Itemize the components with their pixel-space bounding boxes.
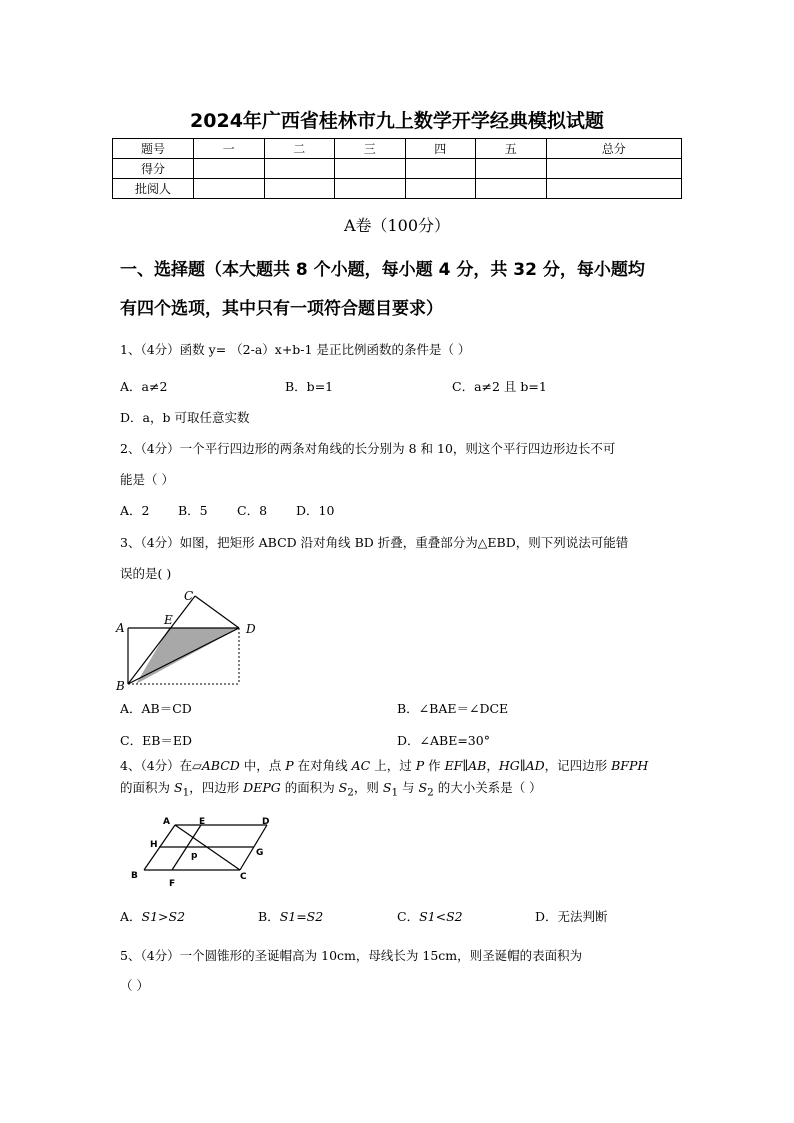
table-cell: 四 (405, 139, 476, 159)
q4-option-d[interactable]: D．无法判断 (535, 909, 608, 924)
label-a: A (116, 621, 125, 635)
q4-math: S (382, 780, 392, 795)
q4-text: 中，点 (239, 758, 286, 773)
q4-text: 作 (424, 758, 445, 773)
part1-heading-line2: 有四个选项，其中只有一项符合题目要求） (120, 299, 443, 319)
label-f: F (169, 879, 176, 889)
q3-figure-rectangle-fold (112, 588, 272, 692)
q4-math: AB (468, 758, 487, 773)
q4-option-c[interactable] (397, 907, 463, 925)
q4-math: 1 (391, 786, 399, 799)
option-expr: S1=S2 (279, 909, 324, 924)
q3-option-c[interactable]: C．EB＝ED (120, 733, 193, 748)
q1-option-a[interactable]: A．a≠2 (120, 379, 168, 394)
q4-math: ∥ (519, 758, 526, 773)
q1-option-b[interactable]: B．b=1 (285, 379, 334, 394)
label-c: C (240, 872, 247, 882)
table-cell: 批阅人 (113, 179, 194, 199)
label-a: A (163, 817, 170, 827)
q4-text: ，四边形 (189, 780, 244, 795)
option-expr: S1>S2 (141, 909, 186, 924)
q4-option-b[interactable] (258, 907, 323, 925)
table-cell: 三 (335, 139, 406, 159)
section-a-heading: A卷（100分） (343, 216, 451, 235)
label-g: G (256, 848, 264, 858)
label-b: B (116, 679, 125, 692)
table-cell: 得分 (113, 159, 194, 179)
part1-heading-line1: 一、选择题（本大题共 8 个小题，每小题 4 分，共 32 分，每小题均 (120, 260, 645, 280)
label-b: B (131, 871, 138, 881)
q3-option-a[interactable]: A．AB＝CD (120, 701, 192, 716)
q4-text: 与 (398, 780, 419, 795)
q3-option-b[interactable]: B．∠BAE＝∠DCE (397, 701, 509, 716)
segment-cd-folded (195, 596, 239, 628)
table-row (113, 159, 682, 179)
q4-text: 的大小关系是（ ） (433, 780, 542, 795)
q4-math: ∥ (462, 758, 469, 773)
q4-math: AD (525, 758, 545, 773)
table-cell[interactable] (546, 179, 682, 199)
q2-stem-line1: 2、（4分）一个平行四边形的两条对角线的长分别为 8 和 10，则这个平行四边形边长不可 (120, 441, 616, 456)
table-cell[interactable] (264, 159, 335, 179)
label-d: D (262, 817, 270, 827)
score-table (112, 138, 682, 199)
label-d: D (246, 622, 256, 636)
q4-math: 2 (427, 786, 434, 799)
q5-stem-line1: 5、（4分）一个圆锥形的圣诞帽高为 10cm，母线长为 15cm，则圣诞帽的表面积为 (120, 948, 583, 963)
q4-text: ，记四边形 (544, 758, 612, 773)
q4-math: 1 (182, 786, 190, 799)
table-cell[interactable] (335, 179, 406, 199)
q5-stem-line2: （ ） (120, 978, 149, 993)
table-row (113, 179, 682, 199)
q4-math: P (285, 758, 294, 773)
option-letter: C． (397, 909, 420, 924)
q4-math: 2 (347, 786, 354, 799)
table-cell: 一 (194, 139, 265, 159)
table-row (113, 139, 682, 159)
option-letter: A． (120, 909, 142, 924)
q4-math: EF (444, 758, 463, 773)
q4-math: S (173, 780, 183, 795)
label-p: p (191, 851, 198, 861)
table-cell[interactable] (194, 179, 265, 199)
q4-text: ，则 (353, 780, 383, 795)
table-cell[interactable] (405, 179, 476, 199)
label-h: H (150, 840, 158, 850)
label-e: E (199, 817, 206, 827)
q1-option-c[interactable]: C．a≠2 且 b=1 (452, 379, 547, 394)
q4-math: S (338, 780, 348, 795)
q3-stem-line1: 3、（4分）如图，把矩形 ABCD 沿对角线 BD 折叠，重叠部分为△EBD，则下列说法可能错 (120, 535, 629, 550)
table-cell[interactable] (264, 179, 335, 199)
q4-text: 4、（4分）在 (120, 758, 193, 773)
q4-option-a[interactable] (120, 907, 185, 925)
table-cell[interactable] (405, 159, 476, 179)
q4-math: AC (351, 758, 371, 773)
q4-math: BFPH (611, 758, 649, 773)
q4-text: 在对角线 (293, 758, 352, 773)
q4-math: P (415, 758, 425, 773)
table-cell: 五 (476, 139, 547, 159)
table-cell[interactable] (335, 159, 406, 179)
q4-math: S (418, 780, 428, 795)
label-c: C (184, 589, 194, 603)
option-expr: S1<S2 (419, 909, 463, 924)
q1-stem: 1、（4分）函数 y= （2-a）x+b-1 是正比例函数的条件是（ ） (120, 342, 471, 357)
q4-figure-parallelogram (128, 814, 278, 890)
table-cell[interactable] (476, 179, 547, 199)
exam-title: 2024年广西省桂林市九上数学开学经典模拟试题 (190, 110, 604, 132)
q2-option-c[interactable]: C．8 (237, 503, 268, 518)
q2-option-d[interactable]: D．10 (296, 503, 335, 518)
q4-text: 的面积为 (280, 780, 339, 795)
q4-stem-line2 (120, 778, 542, 799)
label-e: E (164, 613, 173, 627)
table-cell: 总分 (546, 139, 682, 159)
q4-text: ， (486, 758, 499, 773)
q3-stem-line2: 误的是( ) (120, 566, 172, 581)
q2-option-b[interactable]: B．5 (178, 503, 208, 518)
q4-stem-line1 (120, 756, 648, 774)
table-cell: 题号 (113, 139, 194, 159)
q4-text: 的面积为 (120, 780, 174, 795)
q3-option-d[interactable]: D．∠ABE=30° (397, 733, 490, 748)
q2-option-a[interactable]: A．2 (120, 503, 150, 518)
q4-math: HG (498, 758, 520, 773)
option-letter: B． (258, 909, 280, 924)
q1-option-d[interactable]: D．a，b 可取任意实数 (120, 410, 250, 425)
table-cell: 二 (264, 139, 335, 159)
table-cell[interactable] (194, 159, 265, 179)
q4-math: DEPG (243, 780, 281, 795)
table-cell[interactable] (476, 159, 547, 179)
q4-math: ▱ABCD (192, 758, 240, 773)
q2-stem-line2: 能是（ ） (120, 472, 174, 487)
q4-text: 上，过 (370, 758, 416, 773)
table-cell[interactable] (546, 159, 682, 179)
